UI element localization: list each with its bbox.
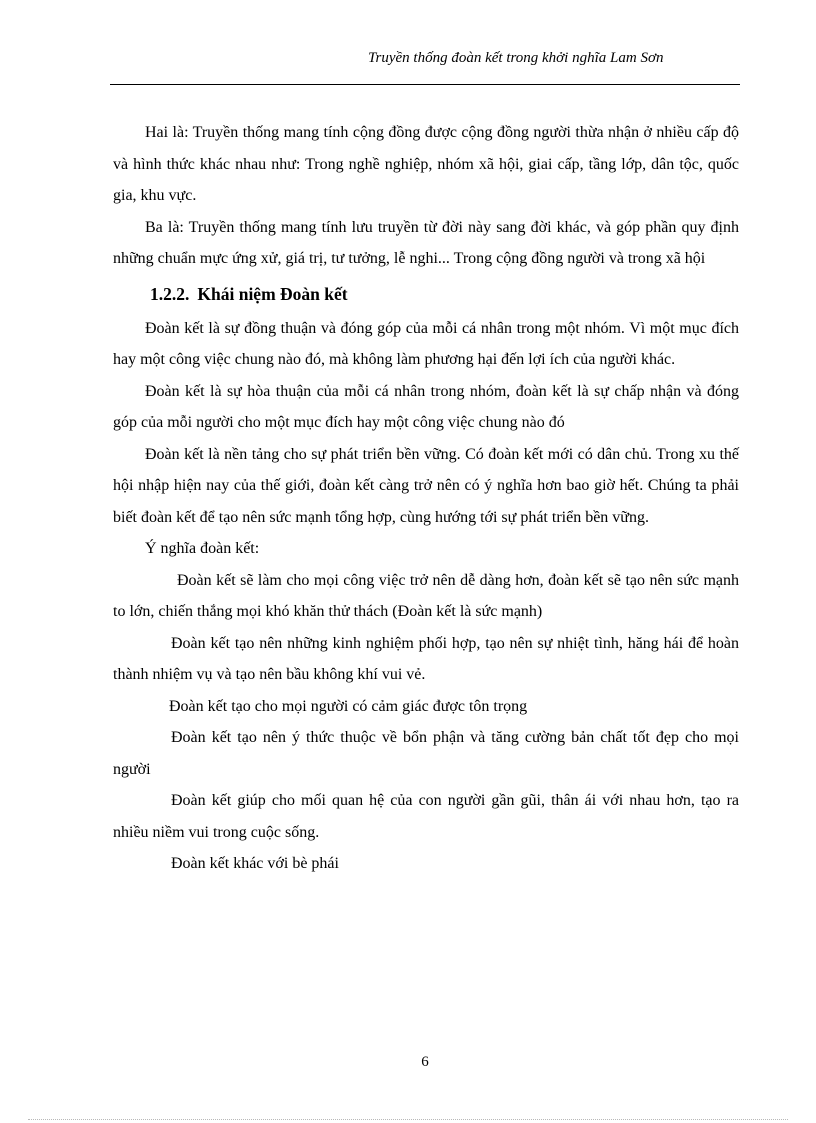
section-number: 1.2.2. — [150, 283, 190, 304]
meaning-item: Đoàn kết tạo nên những kinh nghiệm phối hợp, tạo nên sự nhiệt tình, hăng hái để hoàn thành nhiệm vụ và tạo nên bầu không khí vui vẻ. — [113, 634, 739, 683]
header-rule — [110, 84, 740, 85]
section-heading — [150, 277, 739, 311]
document-body — [113, 117, 739, 880]
page-bottom-dotted-line — [28, 1119, 788, 1120]
paragraph: Ba là: Truyền thống mang tính lưu truyền từ đời này sang đời khác, và góp phần quy định những chuẩn mực ứng xử, giá trị, tư tưởng, lễ nghi... Trong cộng đồng người và trong xã hội — [113, 218, 739, 267]
paragraph: Hai là: Truyền thống mang tính cộng đồng được cộng đồng người thừa nhận ở nhiều cấp độ và hình thức khác nhau như: Trong nghề nghiệp, nhóm xã hội, giai cấp, tầng lớp, dân tộc, quốc gia, khu vực. — [113, 124, 739, 204]
meaning-item: Đoàn kết giúp cho mối quan hệ của con người gần gũi, thân ái với nhau hơn, tạo ra nhiều niềm vui trong cuộc sống. — [113, 792, 739, 841]
meaning-heading: Ý nghĩa đoàn kết: — [145, 540, 260, 557]
paragraph: Đoàn kết là sự hòa thuận của mỗi cá nhân trong nhóm, đoàn kết là sự chấp nhận và đóng góp của mỗi người cho một mục đích hay một công việc chung nào đó — [113, 382, 739, 431]
page-number: 6 — [421, 1054, 429, 1070]
section-title: Khái niệm Đoàn kết — [197, 283, 348, 304]
meaning-item: Đoàn kết tạo cho mọi người có cảm giác được tôn trọng — [169, 697, 528, 715]
paragraph: Đoàn kết là sự đồng thuận và đóng góp của mỗi cá nhân trong một nhóm. Vì một mục đích hay một công việc chung nào đó, mà không làm phương hại đến lợi ích của người khác. — [113, 319, 739, 368]
meaning-item: Đoàn kết sẽ làm cho mọi công việc trở nên dễ dàng hơn, đoàn kết sẽ tạo nên sức mạnh to lớn, chiến thắng mọi khó khăn thử thách (Đoàn kết là sức mạnh) — [113, 571, 739, 620]
paragraph: Đoàn kết là nền tảng cho sự phát triển bền vững. Có đoàn kết mới có dân chủ. Trong xu thế hội nhập hiện nay của thế giới, đoàn kết càng trở nên có ý nghĩa hơn bao giờ hết. Chúng ta phải biết đoàn kết để tạo nên sức mạnh tổng hợp, cùng hướng tới sự phát triển bền vững. — [113, 445, 739, 526]
meaning-item: Đoàn kết khác với bè phái — [171, 855, 339, 872]
page-header-title: Truyền thống đoàn kết trong khởi nghĩa Lam Sơn — [368, 50, 664, 66]
meaning-item: Đoàn kết tạo nên ý thức thuộc về bổn phận và tăng cường bản chất tốt đẹp cho mọi người — [113, 729, 739, 778]
